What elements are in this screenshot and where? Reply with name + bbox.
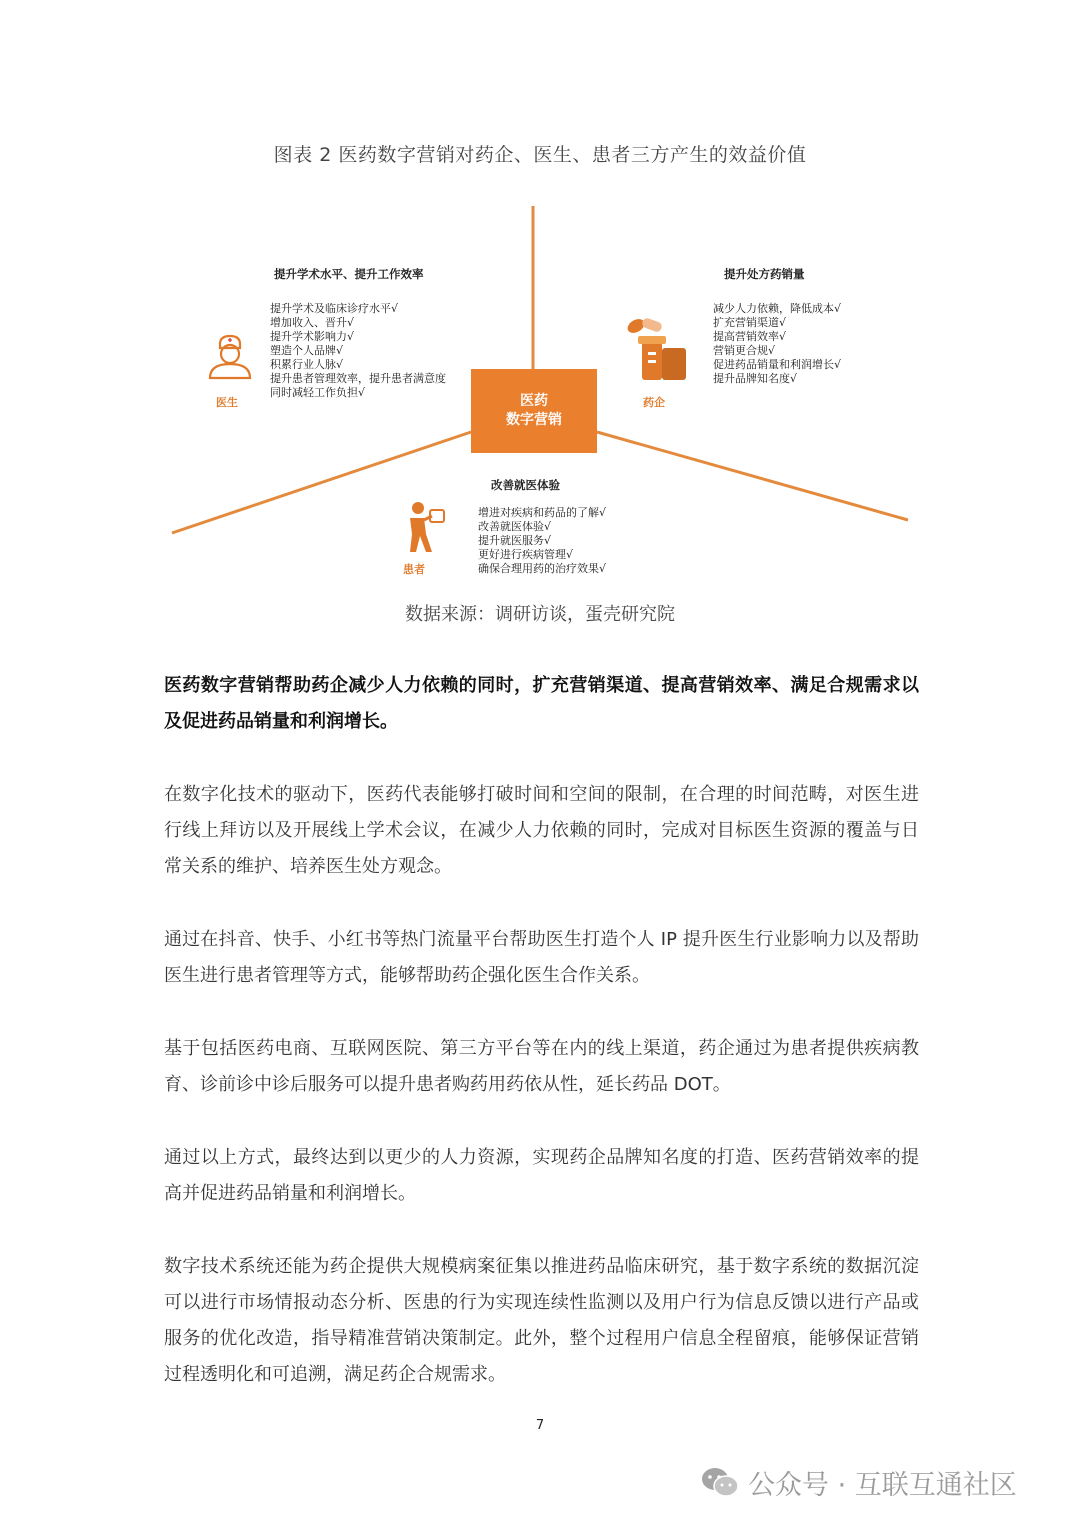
pharma-label: 药企: [643, 396, 665, 409]
doctor-bullets: [270, 302, 446, 400]
doctor-group-title: 提升学术水平、提升工作效率: [274, 267, 424, 281]
paragraph-5: 数字技术系统还能为药企提供大规模病案征集以推进药品临床研究，基于数字系统的数据沉淀可以进行市场情报动态分析、医患的行为实现连续性监测以及用户行为信息反馈以进行产品或服务的优化改造，指导精准营销决策制定。此外，整个过程用户信息全程留痕，能够保证营销过程透明化和可追溯，满足药企合规需求。: [164, 1256, 919, 1385]
center-line2: 数字营销: [506, 412, 562, 428]
patient-group-title: 改善就医体验: [491, 478, 560, 492]
pharma-group-title: 提升处方药销量: [724, 267, 805, 281]
doctor-icon: [210, 336, 250, 378]
figure-source: 数据来源：调研访谈，蛋壳研究院: [405, 604, 675, 625]
page-number: 7: [535, 1418, 545, 1433]
watermark: [700, 1461, 1017, 1503]
figure-title: 图表 2 医药数字营销对药企、医生、患者三方产生的效益价值: [273, 144, 807, 166]
doctor-bullet-item: 积累行业人脉√: [270, 358, 344, 371]
paragraph-2: 通过在抖音、快手、小红书等热门流量平台帮助医生打造个人 IP 提升医生行业影响力以及帮助医生进行患者管理等方式，能够帮助药企强化医生合作关系。: [164, 929, 919, 986]
center-box: [471, 369, 597, 453]
center-line1: 医药: [520, 393, 548, 409]
pharma-icon: [625, 316, 686, 380]
patient-bullet-item: 改善就医体验√: [478, 520, 552, 533]
doctor-label: 医生: [216, 396, 238, 409]
patient-bullet-item: 提升就医服务√: [478, 534, 552, 547]
doctor-bullet-item: 提升学术影响力√: [270, 330, 355, 343]
line-right: [597, 432, 908, 520]
patient-bullet-item: 更好进行疾病管理√: [478, 548, 574, 561]
patient-label: 患者: [403, 563, 425, 576]
paragraph-lead: 医药数字营销帮助药企减少人力依赖的同时，扩充营销渠道、提高营销效率、满足合规需求以及促进药品销量和利润增长。: [164, 675, 919, 732]
patient-bullet-item: 增进对疾病和药品的了解√: [478, 506, 607, 519]
patient-icon: [410, 502, 444, 552]
watermark-text: 公众号 · 互联互通社区: [748, 1469, 1017, 1501]
pharma-bullet-item: 减少人力依赖，降低成本√: [713, 302, 842, 315]
pharma-bullets: [713, 302, 841, 386]
pharma-bullet-item: 提高营销效率√: [713, 330, 787, 343]
pharma-bullet-item: 提升品牌知名度√: [713, 372, 798, 385]
patient-bullet-item: 确保合理用药的治疗效果√: [478, 562, 607, 575]
patient-bullets: [478, 506, 606, 576]
pharma-bullet-item: 扩充营销渠道√: [713, 316, 787, 329]
paragraph-1: 在数字化技术的驱动下，医药代表能够打破时间和空间的限制，在合理的时间范畴，对医生进行线上拜访以及开展线上学术会议，在减少人力依赖的同时，完成对目标医生资源的覆盖与日常关系的维护、培养医生处方观念。: [164, 784, 919, 877]
doctor-bullet-item: 同时减轻工作负担√: [270, 386, 366, 399]
pharma-bullet-item: 促进药品销量和利润增长√: [713, 358, 842, 371]
paragraph-4: 通过以上方式，最终达到以更少的人力资源，实现药企品牌知名度的打造、医药营销效率的提高并促进药品销量和利润增长。: [164, 1147, 919, 1204]
doctor-bullet-item: 提升患者管理效率，提升患者满意度: [270, 372, 446, 385]
paragraph-3: 基于包括医药电商、互联网医院、第三方平台等在内的线上渠道，药企通过为患者提供疾病教育、诊前诊中诊后服务可以提升患者购药用药依从性，延长药品 DOT。: [164, 1038, 919, 1095]
pharma-bullet-item: 营销更合规√: [713, 344, 776, 357]
doctor-bullet-item: 塑造个人品牌√: [270, 344, 344, 357]
doctor-bullet-item: 提升学术及临床诊疗水平√: [270, 302, 399, 315]
wechat-icon: [700, 1465, 740, 1499]
doctor-bullet-item: 增加收入、晋升√: [270, 316, 355, 329]
